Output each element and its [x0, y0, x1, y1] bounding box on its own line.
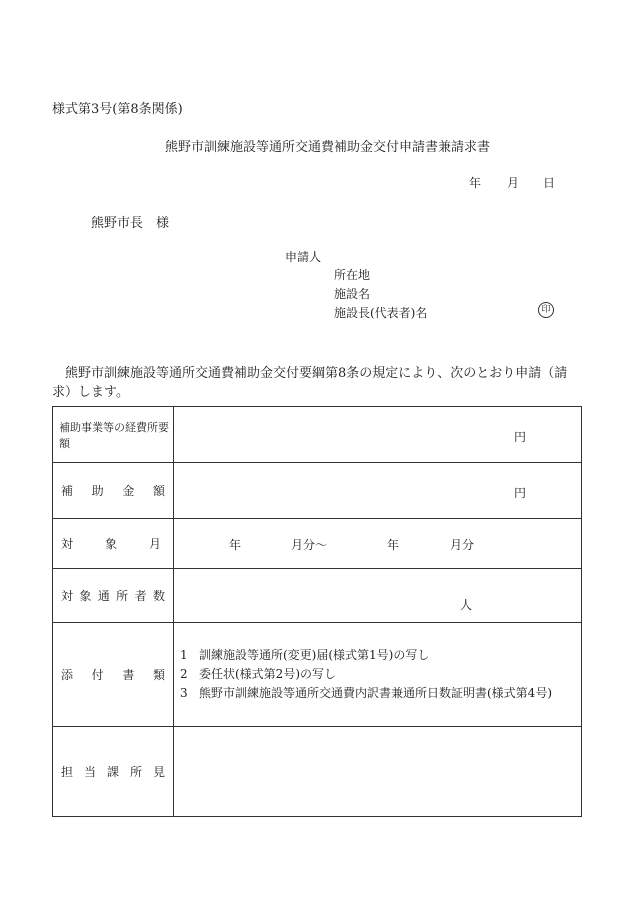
application-table: [52, 406, 582, 817]
label-target-month: [53, 519, 174, 569]
label-expense: [53, 407, 174, 463]
field-subsidy[interactable]: [174, 463, 582, 519]
label-department-opinion-text: [53, 763, 173, 780]
label-char: 象: [104, 537, 117, 551]
label-char: 所: [116, 589, 129, 603]
label-char: 付: [91, 668, 104, 682]
period-end-month: 月分: [450, 538, 475, 552]
field-attendees[interactable]: [174, 569, 582, 623]
label-char: 月: [148, 537, 161, 551]
expense-yen-unit: 円: [514, 430, 527, 444]
attachment-item: [180, 684, 581, 703]
label-char: 所: [129, 765, 142, 779]
label-department-opinion: [53, 727, 174, 817]
seal-mark: 印: [538, 302, 554, 318]
label-expense-text: 補助事業等の経費所要額: [59, 420, 169, 450]
label-char: 類: [152, 668, 165, 682]
attachment-text: 訓練施設等通所(変更)届(様式第1号)の写し: [199, 648, 430, 662]
label-char: 添: [61, 668, 74, 682]
label-char: 見: [152, 765, 165, 779]
form-title: 熊野市訓練施設等通所交通費補助金交付申請書兼請求書: [165, 140, 491, 155]
date-day-label: 日: [543, 176, 556, 190]
table-row-subsidy: [53, 463, 582, 519]
attachment-item: [180, 646, 581, 665]
label-char: 課: [106, 765, 119, 779]
period-end-year: 年: [387, 538, 400, 552]
subsidy-yen-unit: 円: [514, 486, 527, 500]
attachment-number: 3: [180, 686, 188, 700]
facility-name-label: 施設名: [334, 287, 371, 301]
table-row-target-month: [53, 519, 582, 569]
label-char: 当: [83, 765, 96, 779]
addressee: 熊野市長 様: [91, 216, 170, 231]
label-target-month-text: [53, 535, 173, 552]
attachment-item: [180, 665, 581, 684]
table-row-department-opinion: [53, 727, 582, 817]
field-expense[interactable]: [174, 407, 582, 463]
date-month-label: 月: [507, 176, 520, 190]
label-attendees-text: [53, 587, 173, 604]
label-char: 対: [61, 589, 74, 603]
label-char: 対: [61, 537, 74, 551]
form-number: 様式第3号(第8条関係): [52, 102, 183, 117]
label-char: 助: [91, 484, 104, 498]
attachment-text: 委任状(様式第2号)の写し: [199, 667, 336, 681]
label-char: 書: [122, 668, 135, 682]
label-char: 担: [61, 765, 74, 779]
director-name-label: 施設長(代表者)名: [334, 306, 428, 320]
attachment-text: 熊野市訓練施設等通所交通費内訳書兼通所日数証明書(様式第4号): [199, 686, 553, 700]
label-char: 金: [122, 484, 135, 498]
attendees-person-unit: 人: [460, 598, 473, 612]
table-row-attendees: [53, 569, 582, 623]
label-char: 者: [134, 589, 147, 603]
table-row-expense: [53, 407, 582, 463]
field-target-month[interactable]: [174, 519, 582, 569]
field-department-opinion[interactable]: [174, 727, 582, 817]
label-char: 補: [61, 484, 74, 498]
table-row-attachments: [53, 623, 582, 727]
label-char: 数: [152, 589, 165, 603]
label-subsidy-text: [53, 482, 173, 499]
label-char: 象: [79, 589, 92, 603]
label-char: 額: [152, 484, 165, 498]
label-attachments-text: [53, 666, 173, 683]
date-year-label: 年: [469, 176, 482, 190]
address-label: 所在地: [334, 268, 371, 282]
label-subsidy: [53, 463, 174, 519]
applicant-label: 申請人: [285, 250, 322, 264]
label-attendees: [53, 569, 174, 623]
period-start-month: 月分～: [291, 538, 328, 552]
attachment-number: 1: [180, 648, 188, 662]
attachment-number: 2: [180, 667, 188, 681]
label-attachments: [53, 623, 174, 727]
body-text: 熊野市訓練施設等通所交通費補助金交付要綱第8条の規定により、次のとおり申請（請求）します。: [52, 366, 568, 400]
label-char: 通: [97, 589, 110, 603]
field-attachments: [174, 623, 582, 727]
period-start-year: 年: [229, 538, 242, 552]
attachment-list: [174, 646, 581, 703]
